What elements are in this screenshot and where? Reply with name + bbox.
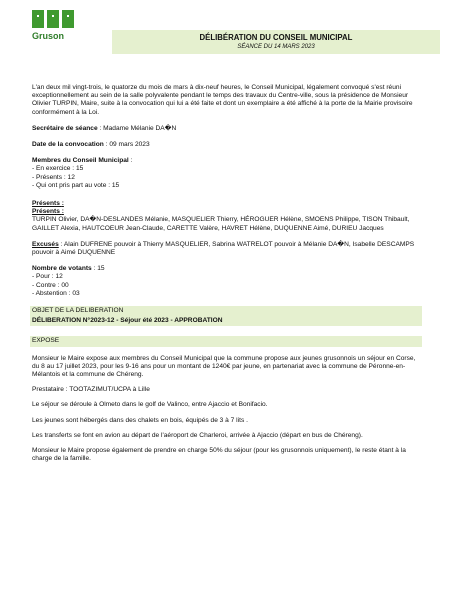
presents-label: Présents :: [32, 208, 64, 216]
secretaire-line: [32, 125, 420, 133]
membres-line: - En exercice : 15: [32, 165, 84, 173]
votants-line: - Pour : 12: [32, 273, 63, 281]
convocation-value: : 09 mars 2023: [103, 141, 150, 149]
votants-heading: [32, 265, 420, 273]
logo-name: Gruson: [32, 31, 65, 41]
document-header: [112, 30, 440, 54]
expose-paragraph: Les jeunes sont hébergés dans des chalets en bois, équipés de 3 à 7 lits .: [32, 416, 248, 424]
membres-colon: :: [128, 157, 133, 165]
secretaire-label: Secrétaire de séance: [32, 124, 98, 132]
membres-heading: [32, 157, 420, 165]
membres-label: Membres du Conseil Municipal: [32, 157, 129, 165]
gruson-logo: [32, 10, 82, 41]
expose-paragraph: Prestataire : TOOTAZIMUT/UCPA à Lille: [32, 386, 150, 394]
votants-line: - Contre : 00: [32, 281, 69, 289]
excuses-label: Excusés: [32, 240, 59, 248]
intro-paragraph: L'an deux mil vingt-trois, le quatorze du mois de mars à dix-neuf heures, le Conseil Municipal, légalement convoqué s'est réuni exceptionnellement au sein de la salle polyvalente pendant le temps des travaux du Centre-ville, sous la présidence de Monsieur Olivier TURPIN, Maire, suite à la convocation qui lui a été faite et dont un exemplaire a été affiché à la porte de la Mairie provisoire conformément à la Loi.: [32, 84, 413, 116]
votants-line: - Abstention : 03: [32, 289, 80, 297]
logo-bar: [32, 10, 44, 28]
excuses-line: [32, 241, 420, 257]
document-title: DÉLIBÉRATION DU CONSEIL MUNICIPAL: [199, 33, 353, 42]
expose-paragraph: Monsieur le Maire propose également de prendre en charge 50% du séjour (pour les grusonnois uniquement), le reste étant à la charge de la famille.: [32, 447, 406, 463]
session-date: SÉANCE DU 14 MARS 2023: [237, 44, 315, 50]
membres-line: - Qui ont pris part au vote : 15: [32, 181, 120, 189]
expose-paragraph: Monsieur le Maire expose aux membres du Conseil Municipal que la commune propose aux jeunes grusonnois un séjour en Corse, du 8 au 17 juillet 2023, pour les 9-16 ans pour un montant de 1240€ par jeune, en partenariat avec la commune de Péronne-en-Mélantois et la commune de Chéreng.: [32, 354, 416, 379]
objet-header: OBJET DE LA DELIBERATION: [30, 306, 422, 316]
expose-section: [32, 355, 420, 464]
excuses-text: : Alain DUFRENE pouvoir à Thierry MASQUELIER, Sabrina WATRELOT pouvoir à Mélanie DA�N, Isabelle DESCAMPS pouvoir à Aimé DUQUENNE: [32, 240, 415, 257]
convocation-line: [32, 141, 420, 149]
logo-mark: [32, 10, 82, 28]
expose-paragraph: Les transferts se font en avion au départ de l'aéroport de Charleroi, arrivée à Ajaccio (départ en bus de Chéreng).: [32, 431, 363, 439]
document-body: [32, 84, 420, 471]
votants-value: : 15: [91, 265, 105, 273]
convocation-label: Date de la convocation: [32, 141, 104, 149]
logo-bar: [47, 10, 59, 28]
secretaire-value: : Madame Mélanie DA�N: [97, 124, 177, 132]
logo-bar: [62, 10, 74, 28]
membres-line: - Présents : 12: [32, 173, 75, 181]
votants-label: Nombre de votants: [32, 265, 92, 273]
expose-header: EXPOSE: [30, 336, 422, 346]
presents-list: TURPIN Olivier, DA�N-DESLANDES Mélanie, MASQUELIER Thierry, HÉROGUER Hélène, SMOENS Philippe, TISON Thibault, GAILLET Alexia, HAUTCOEUR Jean-Claude, CARETTE Valère, HAVRET Hélène, DUQUENNE Aimé, DURIEU Jacques: [32, 216, 410, 232]
presents-label: Présents :: [32, 200, 64, 208]
expose-paragraph: Le séjour se déroule à Olmeto dans le golf de Valinco, entre Ajaccio et Bonifacio.: [32, 401, 268, 409]
deliberation-title: DÉLIBERATION N°2023-12 - Séjour été 2023 - APPROBATION: [30, 316, 422, 326]
